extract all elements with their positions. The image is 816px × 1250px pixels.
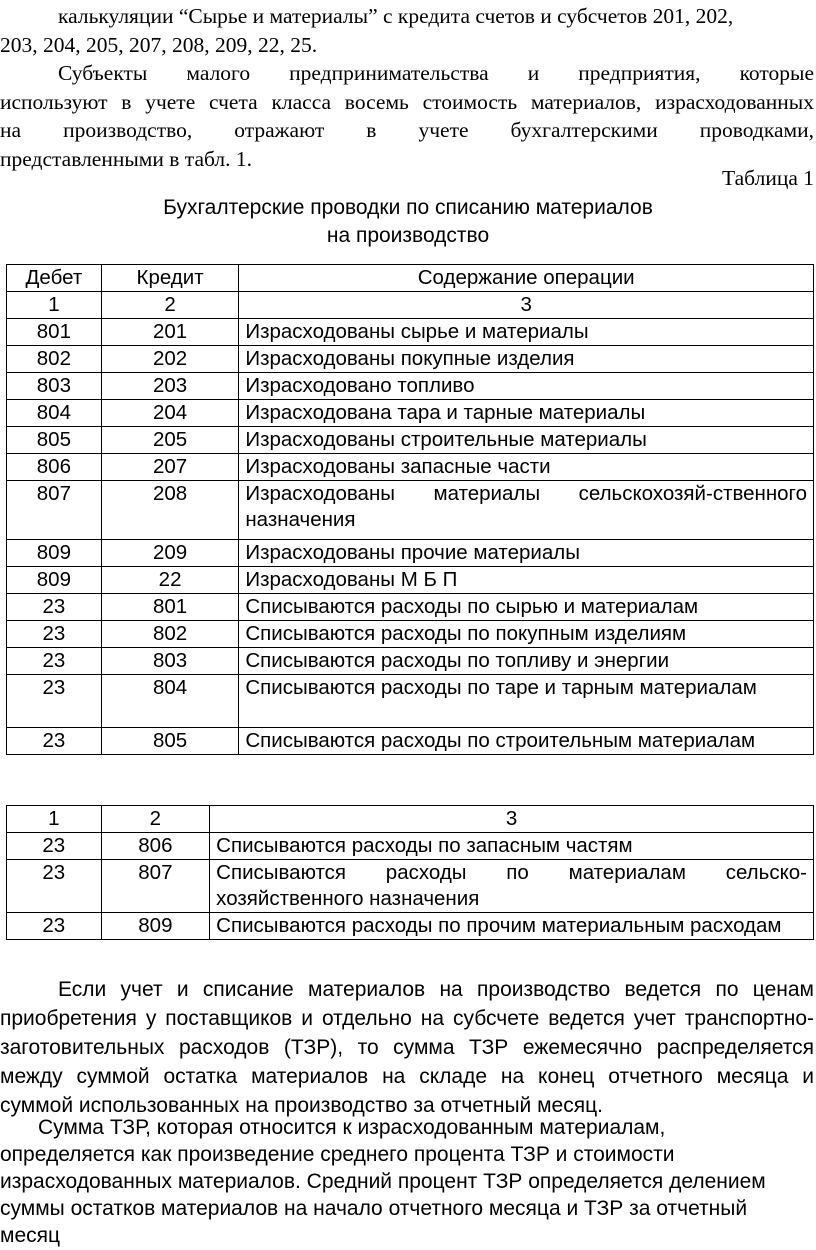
table-cell-operation: Списываются расходы по покупным изделиям (239, 621, 814, 648)
paragraph-line: Субъекты малого предпринимательства и предприятия, которые (58, 61, 814, 85)
table-cell: 804 (7, 400, 102, 427)
table-label: Таблица 1 (722, 166, 814, 190)
cell-text-line: хозяйственного назначения (216, 887, 480, 910)
table-cell: 208 (101, 481, 239, 540)
table-cell: 807 (101, 860, 210, 913)
table-cell-operation (210, 860, 814, 913)
paragraph-line: Если учет и списание материалов на производство ведется по ценам (58, 978, 814, 1001)
table-cell-operation: Израсходовано топливо (239, 373, 814, 400)
table-row (7, 675, 814, 728)
table-row (7, 454, 814, 481)
second-paragraph (0, 59, 814, 173)
table-row (7, 913, 814, 940)
table-cell-operation: Списываются расходы по запасным частям (210, 833, 814, 860)
top-paragraph (0, 2, 814, 59)
table-row (7, 346, 814, 373)
table-cell: 802 (7, 346, 102, 373)
table-cell: Кредит (101, 265, 239, 292)
table-row (7, 373, 814, 400)
table-cell-operation (239, 481, 814, 540)
paragraph-line: между суммой остатка материалов на складе на конец отчетного месяца и (0, 1065, 814, 1088)
table-cell: 201 (101, 319, 239, 346)
table-row (7, 567, 814, 594)
table-cell: 805 (7, 427, 102, 454)
table-cell: 803 (7, 373, 102, 400)
table-cell: 205 (101, 427, 239, 454)
table-cell: 801 (101, 594, 239, 621)
table-cell-operation: Израсходованы покупные изделия (239, 346, 814, 373)
table-cell-operation: Израсходованы строительные материалы (239, 427, 814, 454)
paragraph-line: представленными в табл. 1. (0, 146, 253, 171)
table-cell-operation: Списываются расходы по топливу и энергии (239, 648, 814, 675)
table-cell-operation: Списываются расходы по строительным материалам (239, 728, 814, 755)
paragraph-line: суммой использованных на производство за отчетный месяц. (0, 1094, 603, 1117)
table-row (7, 648, 814, 675)
table-cell: 803 (101, 648, 239, 675)
table-cell: 3 (210, 806, 814, 833)
paragraph-line: месяц (0, 1224, 61, 1247)
table-cell: 23 (7, 594, 102, 621)
postings-table (6, 264, 814, 755)
table-row (7, 728, 814, 755)
paragraph-line: на производство, отражают в учете бухгалтерскими проводками, (0, 118, 814, 142)
table-cell: 809 (101, 913, 210, 940)
table-cell: 802 (101, 621, 239, 648)
table-cell-operation: Списываются расходы по прочим материальным расходам (210, 913, 814, 940)
table-cell: 807 (7, 481, 102, 540)
paragraph-line: 203, 204, 205, 207, 208, 209, 22, 25. (0, 32, 318, 57)
paragraph-line: израсходованных материалов. Средний процент ТЗР определяется делением (0, 1170, 766, 1193)
column-number-row (7, 292, 814, 319)
table-cell: 806 (7, 454, 102, 481)
table-cell: 805 (101, 728, 239, 755)
table-cell: 204 (101, 400, 239, 427)
table-cell: 23 (7, 833, 102, 860)
table-cell: 804 (101, 675, 239, 728)
table-cell-operation: Израсходованы М Б П (239, 567, 814, 594)
table-row (7, 481, 814, 540)
fourth-paragraph (0, 1114, 814, 1249)
paragraph-line: определяется как произведение среднего процента ТЗР и стоимости (0, 1143, 675, 1166)
table-cell-operation: Израсходованы прочие материалы (239, 540, 814, 567)
table-title-line: Бухгалтерские проводки по списанию материалов (163, 196, 653, 219)
table-cell: Дебет (7, 265, 102, 292)
cell-text-line: Израсходованы материалы сельскохозяй-ственного (245, 482, 807, 505)
table-cell: 203 (101, 373, 239, 400)
table-row (7, 833, 814, 860)
table-title (0, 194, 816, 250)
table-cell: Содержание операции (239, 265, 814, 292)
table-cell-operation: Списываются расходы по сырью и материалам (239, 594, 814, 621)
table-cell: 23 (7, 675, 102, 728)
paragraph-line: Сумма ТЗР, которая относится к израсходованным материалам, (38, 1116, 666, 1139)
table-cell: 202 (101, 346, 239, 373)
table-cell-operation: Списываются расходы по таре и тарным материалам (239, 675, 814, 728)
table-cell: 801 (7, 319, 102, 346)
column-number-row (7, 806, 814, 833)
table-row (7, 427, 814, 454)
table-row (7, 319, 814, 346)
table-cell: 809 (7, 540, 102, 567)
table-row (7, 860, 814, 913)
table-row (7, 594, 814, 621)
table-cell: 2 (101, 292, 239, 319)
table-header-row (7, 265, 814, 292)
table-cell: 2 (101, 806, 210, 833)
table-row (7, 540, 814, 567)
cell-text-line: Списываются расходы по материалам сельско- (216, 861, 807, 884)
table-title-line: на производство (326, 224, 490, 247)
table-cell-operation: Израсходованы запасные части (239, 454, 814, 481)
paragraph-line: суммы остатков материалов на начало отчетного месяца и ТЗР за отчетный (0, 1197, 748, 1220)
table-row (7, 400, 814, 427)
table-row (7, 621, 814, 648)
paragraph-line: заготовительных расходов (ТЗР), то сумма ТЗР ежемесячно распределяется (0, 1036, 814, 1059)
table-cell: 23 (7, 728, 102, 755)
table-cell-operation: Израсходована тара и тарные материалы (239, 400, 814, 427)
table-cell: 23 (7, 860, 102, 913)
table-cell: 209 (101, 540, 239, 567)
paragraph-line: приобретения у поставщиков и отдельно на субсчете ведется учет транспортно- (0, 1007, 814, 1030)
table-cell-operation: Израсходованы сырье и материалы (239, 319, 814, 346)
table-cell: 3 (239, 292, 814, 319)
paragraph-line: калькуляции “Сырье и материалы” с кредита счетов и субсчетов 201, 202, (58, 4, 734, 28)
table-cell: 809 (7, 567, 102, 594)
table-cell: 23 (7, 913, 102, 940)
table-cell: 207 (101, 454, 239, 481)
table-cell: 1 (7, 292, 102, 319)
postings-table-continued (6, 805, 814, 940)
third-paragraph (0, 975, 814, 1120)
table-cell: 806 (101, 833, 210, 860)
table-cell: 1 (7, 806, 102, 833)
table-cell: 22 (101, 567, 239, 594)
cell-text-line: назначения (245, 508, 356, 531)
table-cell: 23 (7, 621, 102, 648)
paragraph-line: используют в учете счета класса восемь стоимость материалов, израсходованных (0, 89, 814, 114)
table-cell: 23 (7, 648, 102, 675)
